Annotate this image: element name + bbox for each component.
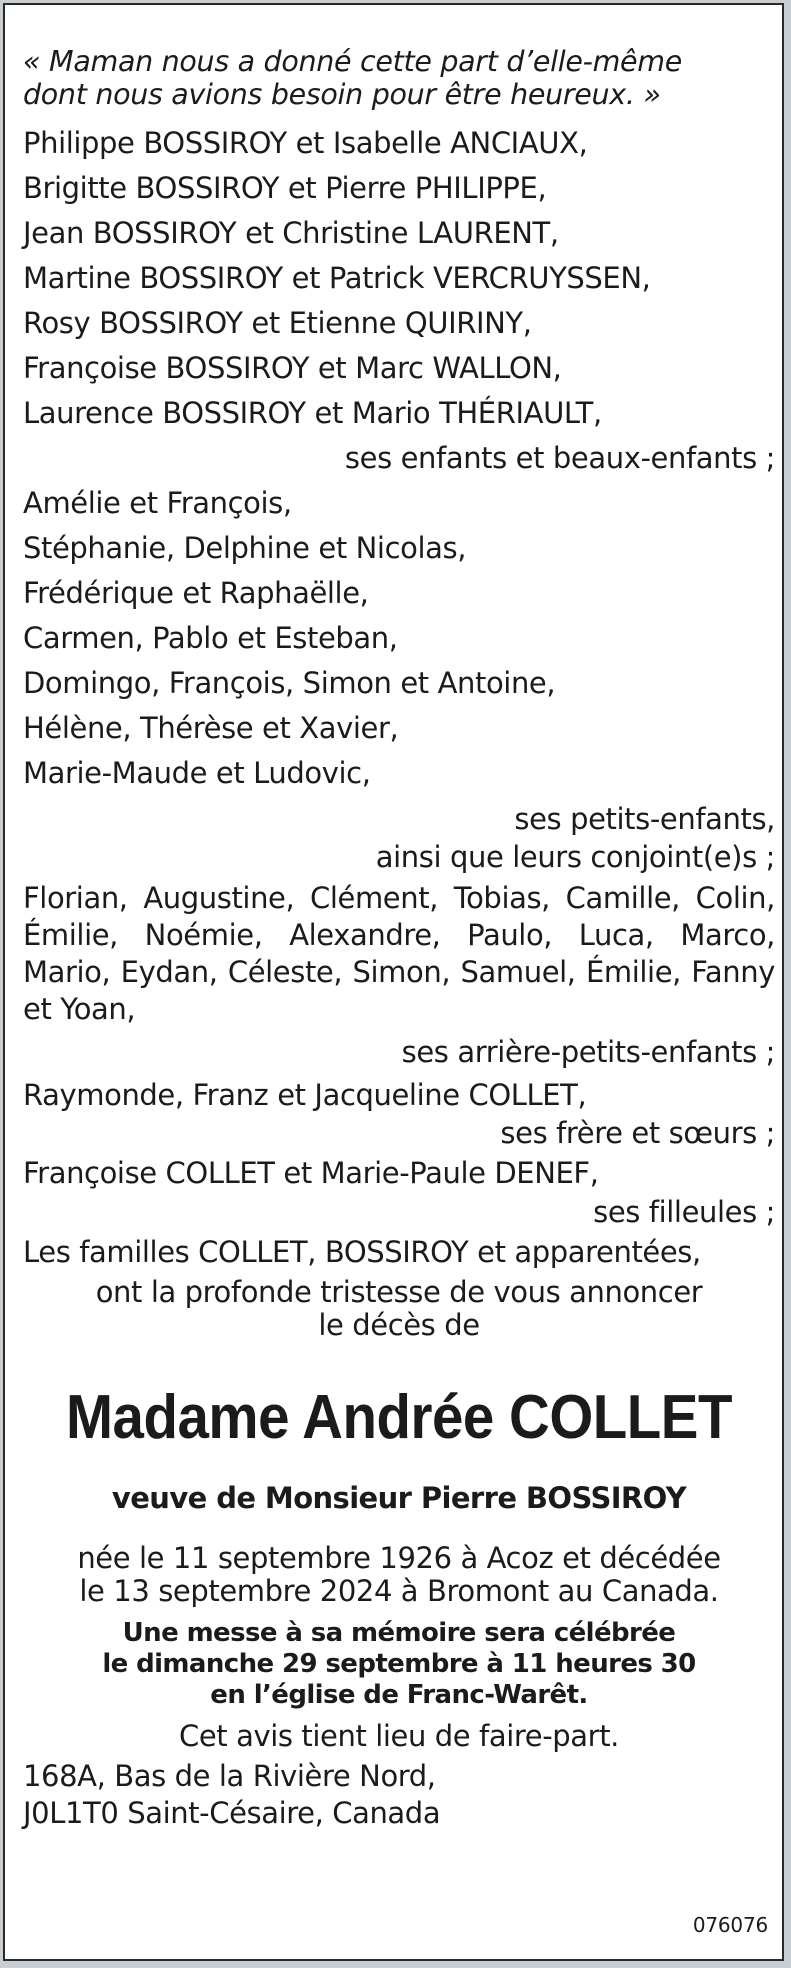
great-grandchildren-paragraph: Florian, Augustine, Clément, Tobias, Camille, Colin, Émilie, Noémie, Alexandre, Paulo, Luca, Marco, Mario, Eydan, Céleste, Simon, Samuel, Émilie, Fanny et Yoan, <box>23 881 775 1026</box>
relation-label: ses petits-enfants, <box>514 802 775 836</box>
family-line: Laurence BOSSIROY et Mario THÉRIAULT, <box>23 396 602 430</box>
family-line: Carmen, Pablo et Esteban, <box>23 621 398 655</box>
quote-line: « Maman nous a donné cette part d’elle-même <box>23 45 682 78</box>
reference-number: 076076 <box>692 1913 768 1937</box>
mass-details <box>23 1618 775 1711</box>
family-line: Domingo, François, Simon et Antoine, <box>23 666 556 700</box>
mass-line: Une messe à sa mémoire sera célébrée <box>122 1618 676 1648</box>
family-line: Martine BOSSIROY et Patrick VERCRUYSSEN, <box>23 261 651 295</box>
address-block <box>23 1758 775 1832</box>
family-line: Frédérique et Raphaëlle, <box>23 576 369 610</box>
deceased-name: Madame Andrée COLLET <box>66 1383 732 1452</box>
relation-label: ses filleules ; <box>593 1195 775 1229</box>
relation-label: ses arrière-petits-enfants ; <box>401 1035 775 1069</box>
mass-line: en l’église de Franc-Warêt. <box>210 1680 588 1710</box>
announcement-line: ont la profonde tristesse de vous annoncer <box>95 1275 703 1309</box>
family-line: Raymonde, Franz et Jacqueline COLLET, <box>23 1078 587 1112</box>
birth-death-line: née le 11 septembre 1926 à Acoz et décédée <box>77 1541 721 1575</box>
family-line: Amélie et François, <box>23 486 292 520</box>
address-line: J0L1T0 Saint-Césaire, Canada <box>23 1796 441 1830</box>
notice-line: Cet avis tient lieu de faire-part. <box>179 1719 619 1753</box>
family-line: Françoise BOSSIROY et Marc WALLON, <box>23 351 562 385</box>
family-line: Les familles COLLET, BOSSIROY et apparentées, <box>23 1235 701 1269</box>
grandchildren-list <box>23 481 775 796</box>
mass-line: le dimanche 29 septembre à 11 heures 30 <box>102 1649 696 1679</box>
family-line: Rosy BOSSIROY et Etienne QUIRINY, <box>23 306 532 340</box>
family-line: Brigitte BOSSIROY et Pierre PHILIPPE, <box>23 171 547 205</box>
announcement-line: le décès de <box>318 1308 480 1342</box>
children-list <box>23 121 775 436</box>
family-line: Hélène, Thérèse et Xavier, <box>23 711 399 745</box>
family-line: Françoise COLLET et Marie-Paule DENEF, <box>23 1156 599 1190</box>
widow-of-line: veuve de Monsieur Pierre BOSSIROY <box>111 1481 687 1515</box>
address-line: 168A, Bas de la Rivière Nord, <box>23 1759 436 1793</box>
notice-content <box>23 45 775 1832</box>
epigraph-quote <box>23 45 775 111</box>
birth-death-line: le 13 septembre 2024 à Bromont au Canada. <box>79 1574 719 1608</box>
family-line: Philippe BOSSIROY et Isabelle ANCIAUX, <box>23 126 588 160</box>
relation-label: ainsi que leurs conjoint(e)s ; <box>375 840 775 874</box>
relation-label: ses enfants et beaux-enfants ; <box>344 441 775 475</box>
family-line: Jean BOSSIROY et Christine LAURENT, <box>23 216 559 250</box>
obituary-notice <box>3 3 784 1961</box>
family-line: Marie-Maude et Ludovic, <box>23 756 371 790</box>
relation-label: ses frère et sœurs ; <box>500 1116 775 1150</box>
quote-line: dont nous avions besoin pour être heureux. » <box>23 78 661 111</box>
family-line: Stéphanie, Delphine et Nicolas, <box>23 531 467 565</box>
